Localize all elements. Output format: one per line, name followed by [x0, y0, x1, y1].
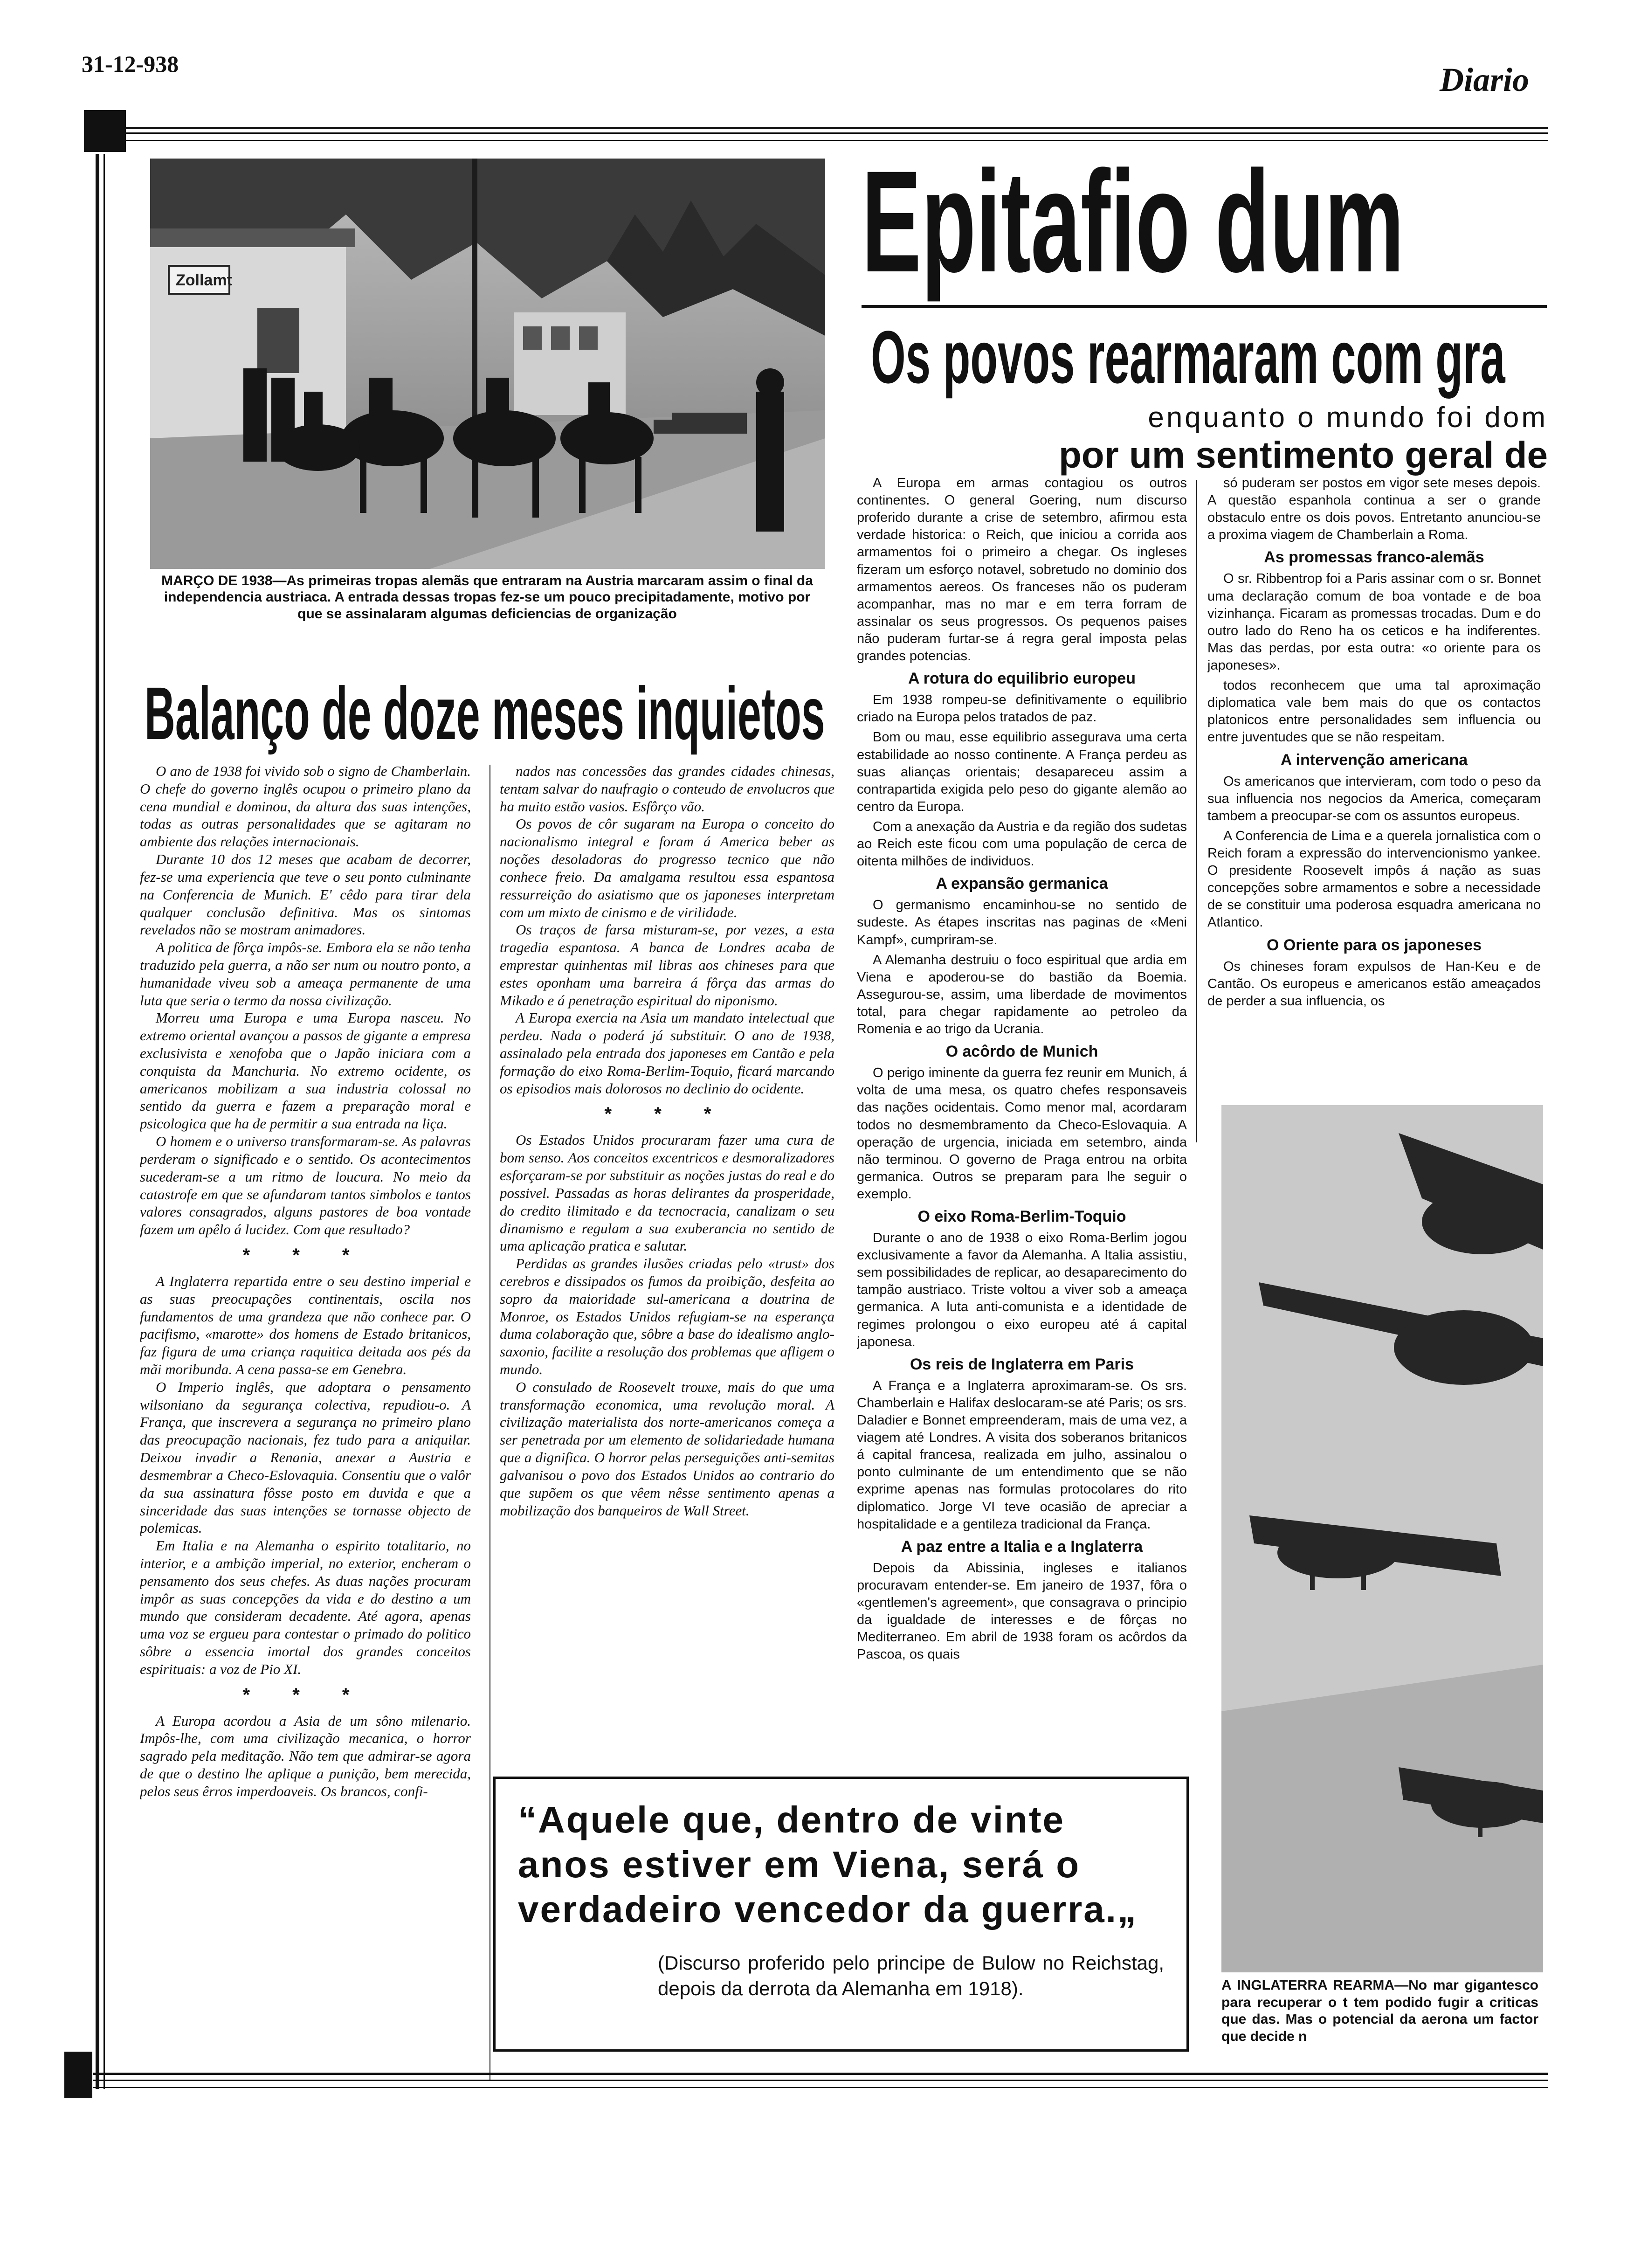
planes-photo-caption: A INGLATERRA REARMA—No mar gigantesco para recuperar o t tem podido fugir a criticas que das. Mas o potencial da aerona um factor que decide n [1221, 1978, 1538, 2044]
headline-rule [862, 305, 1547, 308]
top-rule-thin [84, 140, 1548, 141]
article-paragraph: O ano de 1938 foi vivido sob o signo de Chamberlain. O chefe do governo inglês ocupou o primeiro plano da cena mundial e dominou, da altura das suas intenções, todas as outras personalidades que se agitaram no ambiente das relações internacionais. [140, 763, 471, 850]
corner-block-top [84, 110, 126, 152]
article-paragraph: Bom ou mau, esse equilibrio assegurava uma certa estabilidade ao nosso continente. A França perdeu as suas alianças orientais; desapareceu assim a contrapartida exigida pelo peso do gigante alemão ao centro da Europa. [857, 730, 1187, 814]
article-paragraph: Os traços de farsa misturam-se, por vezes, a esta tragedia espantosa. A banca de Londres acaba de emprestar quinhentas mil libras aos chineses para que estes oponham uma barreira á fôrça das armas do Mikado e á penetração espiritual do niponismo. [500, 921, 834, 1009]
article-paragraph: Os povos de côr sugaram na Europa o conceito do nacionalismo integral e foram á America beber as noções desoladoras do progresso tecnico que não conhece freio. Da amalgama resultou essa espantosa ressurreição do asiatismo que os japoneses interpretam com um mixto de cinismo e de virilidade. [500, 816, 834, 920]
top-rule-double [84, 132, 1548, 134]
article-paragraph: A França e a Inglaterra aproximaram-se. Os srs. Chamberlain e Halifax deslocaram-se até Paris; os srs. Daladier e Bonnet empreenderam, mais de uma vez, a viagem até Londres. A visita dos soberanos britanicos á capital francesa, realizada em julho, assinalou o ponto culminante de um entendimento que se não exprime apenas nas formulas protocolares do rito diplomatico. Jorge VI teve ocasião de apreciar a hospitalidade e a gentileza tradicional da França. [857, 1378, 1187, 1532]
article-paragraph: todos reconhecem que uma tal aproximação diplomatica vale bem mais do que os contactos platonicos entre personalidades sem influencia ou entre juventudes que se não respeitam. [1207, 678, 1541, 745]
section-subheading: O acôrdo de Munich [945, 1043, 1098, 1061]
article-paragraph: A Conferencia de Lima e a querela jornalistica com o Reich foram a expressão do intervencionismo yankee. O presidente Roosevelt impôs á nação as suas concepções sobre armamentos e sobre a necessidade de se constituir uma poderosa esquadra americana no Atlantico. [1207, 828, 1541, 930]
quote-box [493, 1777, 1189, 2052]
article-paragraph: Os chineses foram expulsos de Han-Keu e de Cantão. Os europeus e americanos estão ameaçados de perder a sua influencia, os [1207, 959, 1541, 1009]
issue-date: 31-12-938 [82, 51, 179, 77]
left-article-title-box [145, 676, 834, 755]
section-separator: * * * [242, 1245, 368, 1265]
section-subheading: A intervenção americana [1280, 751, 1468, 769]
bottom-rule-thin2 [93, 2087, 1548, 2088]
planes-photo [1221, 1105, 1543, 1972]
bottom-rule [93, 2073, 1548, 2075]
section-subheading: A expansão germanica [936, 875, 1108, 893]
article-paragraph: Com a anexação da Austria e da região dos sudetas ao Reich este ficou com uma população de cerca de oitenta milhões de individuos. [857, 819, 1187, 869]
section-subheading: A paz entre a Italia e a Inglaterra [901, 1537, 1143, 1556]
quote-text: “Aquele que, dentro de vinte anos estiver em Viena, será o verdadeiro vencedor da guerra.„ [518, 1799, 1138, 1930]
zollamt-sign: Zollamt [176, 271, 232, 289]
article-paragraph: Durante 10 dos 12 meses que acabam de decorrer, fez-se uma experiencia que teve o seu ponto culminante na Conferencia de Munich. E' cêdo para tirar dela qualquer conclusão definitiva. Mas os sintomas revelados não se mostram animadores. [140, 851, 471, 938]
left-article-col2 [500, 762, 834, 1700]
top-rule [84, 127, 1548, 129]
article-paragraph: A Europa exercia na Asia um mandato intelectual que perdeu. Nada o poderá já substituir. O ano de 1938, assinalado pela entrada dos japoneses em Cantão e pela formação do eixo Roma-Berlim-Toquio, ficará marcando os episodios mais dolorosos no declinio do ocidente. [500, 1010, 834, 1097]
article-paragraph: O sr. Ribbentrop foi a Paris assinar com o sr. Bonnet uma declaração comum de boa vontade e de boa vizinhança. Ficaram as promessas trocadas. Dum e do outro lado do Reno ha os ceticos e ha indiferentes. Mas das perdas, por esta outra: «o oriente para os japoneses». [1207, 571, 1541, 673]
article-paragraph: A Alemanha destruiu o foco espiritual que ardia em Viena e apoderou-se do bastião da Boemia. Assegurou-se, assim, uma liberdade de movimentos total, para chegar rapidamente ao petroleo da Romenia e ao trigo da Ucrania. [857, 952, 1187, 1037]
article-paragraph: Em Italia e na Alemanha o espirito totalitario, no interior, e a ambição imperial, no exterior, encheram o pensamento dos seus chefes. As duas nações procuram impôr as suas concepções da vida e do destino a um mundo que consideram decadente. Até agora, apenas uma voz se ergueu para contestar o primado do politico sôbre a essencia imortal dos grandes conceitos espirituais: a voz de Pio XI. [140, 1537, 471, 1677]
troops-image [150, 159, 825, 569]
headline-deck1: Os povos rearmaram com gra [871, 320, 1505, 399]
quote-attribution: (Discurso proferido pelo principe de Bulow no Reichstag, depois da derrota da Alemanha em 1918). [658, 1952, 1164, 1999]
article-paragraph: A Inglaterra repartida entre o seu destino imperial e as suas preocupações continentais, oscila nos fundamentos de uma grandeza que não conhece par. O pacifismo, «marotte» dos homens de Estado britanicos, faz figura de uma criança raquitica deitada aos pés da mãi moribunda. A cena passa-se em Genebra. [140, 1272, 471, 1377]
headline-deck3: por um sentimento geral de [1058, 434, 1548, 476]
article-paragraph: nados nas concessões das grandes cidades chinesas, tentam salvar do naufragio o conteudo de envolucros que ha muito estão vasios. Esfôrço vão. [500, 763, 834, 815]
article-paragraph: A Europa em armas contagiou os outros continentes. O general Goering, num discurso proferido durante a crise de setembro, afirmou esta verdade historica: o Reich, que iniciou a corrida aos armamentos foi o primeiro a chegar. Os ingleses fizeram um esforço notavel, sobretudo no dominio dos armamentos aereos. Os franceses não os puderam acompanhar, mas no mar e em terra forram de assinalar os seus progressos. Os pequenos paises não puderam furtar-se á regra geral imposta pelas grandes potencias. [857, 476, 1187, 664]
article-paragraph: Os americanos que intervieram, com todo o peso da sua influencia nos negocios da America, começaram tambem a preocupar-se com os assuntos europeus. [1207, 774, 1541, 823]
article-paragraph: Em 1938 rompeu-se definitivamente o equilibrio criado na Europa pelos tratados de paz. [857, 692, 1187, 725]
article-paragraph: O consulado de Roosevelt trouxe, mais do que uma transformação economica, uma revolução moral. A civilização materialista dos norte-americanos começa a ser penetrada por um elemento de solidariedade humana que a dignifica. O horror pelas perseguições anti-semitas galvanisou o povo dos Estados Unidos ao contrario do que supõem os que vêem nêsse sentimento apenas a mobilização dos banqueiros de Wall Street. [500, 1378, 834, 1519]
corner-block-bottom [64, 2052, 92, 2098]
austria-troops-photo [150, 159, 825, 569]
right-col2-body [1207, 475, 1541, 1010]
top-photo-caption: MARÇO DE 1938—As primeiras tropas alemãs que entraram na Austria marcaram assim o final da independencia austriaca. A entrada dessas tropas fez-se um pouco precipitadamente, motivo por que se assinalaram algumas deficiencias de organização [161, 573, 813, 622]
right-col-divider [1196, 480, 1197, 1142]
right-article-col1 [857, 475, 1187, 1743]
left-col2-body [500, 762, 834, 1519]
left-margin-rule [96, 154, 99, 2089]
section-separator: * * * [242, 1684, 368, 1705]
article-paragraph: O germanismo encaminhou-se no sentido de sudeste. As étapes inscritas nas paginas de «Meni Kampf», cumpriram-se. [857, 898, 1187, 947]
article-paragraph: Durante o ano de 1938 o eixo Roma-Berlim jogou exclusivamente a favor da Alemanha. A Italia assistiu, sem possibilidades de replicar, ao desaparecimento do tampão austriaco. Triste voltou a viver sob a ameaça germanica. A luta anti-comunista e a identidade de regimes prolongou o eixo europeu até á capital japonesa. [857, 1231, 1187, 1349]
planes-image [1221, 1105, 1543, 1972]
article-paragraph: só puderam ser postos em vigor sete meses depois. A questão espanhola continua a ser o grande obstaculo entre os dois povos. Entretanto anunciou-se a proxima viagem de Chamberlain a Roma. [1207, 476, 1541, 543]
article-paragraph: O perigo iminente da guerra fez reunir em Munich, á volta de uma mesa, os quatro chefes responsaveis das nações ocidentais. Como menor mal, acordaram todos no desmembramento da Checo-Eslovaquia. A operação de urgencia, iniciada em setembro, ainda não terminou. O governo de Praga entrou na orbita germanica. Outros se preparam para lhe seguir o exemplo. [857, 1065, 1187, 1202]
section-subheading: A rotura do equilibrio europeu [908, 670, 1136, 688]
article-paragraph: Os Estados Unidos procuraram fazer uma cura de bom senso. Aos conceitos excentricos e desmoralizadores esforçaram-se por substituir as noções justas do real e do possivel. Passadas as horas delirantes da prosperidade, do credito ilimitado e da tecnocracia, canalizam o seu dinamismo e regulam a sua exuberancia no sentido de uma aplicação pratica e salutar. [500, 1132, 834, 1254]
headline-box [862, 149, 1547, 303]
deck1-box [871, 320, 1547, 399]
article-paragraph: A Europa acordou a Asia de um sôno milenario. Impôs-lhe, com uma civilização mecanica, o horror sagrado pela meditação. Não tem que admirar-se agora de que o destino lhe aplique a punição, bem merecida, pelos seus êrros imperdoaveis. Os brancos, confi- [140, 1712, 471, 1799]
headline-deck2: enquanto o mundo foi dom [1148, 401, 1548, 434]
section-subheading: O eixo Roma-Berlim-Toquio [917, 1208, 1126, 1226]
right-article-col2 [1207, 475, 1541, 1104]
section-separator: * * * [604, 1104, 730, 1125]
article-paragraph: A politica de fôrça impôs-se. Embora ela se não tenha traduzido pela guerra, a não ser num ou noutro ponto, a humanidade viveu sob a ameaça permanente de uma luta que seria o termo da nossa civilização. [140, 939, 471, 1009]
left-col1-body [140, 762, 471, 1800]
left-article-title: Balanço de doze meses inquietos [145, 676, 825, 755]
article-paragraph: O Imperio inglês, que adoptara o pensamento wilsoniano da segurança colectiva, repudiou-o. A França, que inscrevera a segurança no primeiro plano das preocupação nacionais, fez tudo para a aniquilar. Deixou invadir a Renania, anexar a Austria e desmembrar a Checo-Eslovaquia. Consentiu que o valôr da sua assinatura fôsse posto em duvida e que a sinceridade das suas intenções se tornasse objecto de polemicas. [140, 1378, 471, 1536]
article-paragraph: Perdidas as grandes ilusões criadas pelo «trust» dos cerebros e dissipados os fumos da proibição, desfeita ao sopro da maioridade sul-americana a doutrina de Monroe, os Estados Unidos refugiam-se na esperança duma colaboração que, sôbre a base do idealismo anglo-saxonio, facilite a resolução dos problemas que afligem o mundo. [500, 1255, 834, 1377]
left-margin-rule-thin [103, 154, 105, 2089]
left-article-col1 [140, 762, 471, 2073]
article-paragraph: Morreu uma Europa e uma Europa nasceu. No extremo oriental avançou a passos de gigante a empresa exclusivista e xenofoba que o Japão iniciara com a conquista da Manchuria. No extremo ocidente, os americanos mobilizam a sua industria colossal no sentido da guerra e fazem a preparação moral e psicologica que ha de permitir a sua entrada na liça. [140, 1010, 471, 1132]
headline-title: Epitafio dum [862, 149, 1404, 302]
section-subheading: O Oriente para os japoneses [1266, 936, 1482, 954]
masthead-logo: Diario [1439, 61, 1529, 98]
article-paragraph: Depois da Abissinia, ingleses e italianos procuravam entender-se. Em janeiro de 1937, fôra o «gentlemen's agreement», que consagrava o principio da igualdade de interesses e de fôrças no Mediterraneo. Em abril de 1938 foram os acôrdos da Pascoa, os quais [857, 1560, 1187, 1662]
section-subheading: As promessas franco-alemãs [1264, 548, 1484, 567]
section-subheading: Os reis de Inglaterra em Paris [910, 1355, 1134, 1373]
bottom-rule-thin [93, 2080, 1548, 2081]
article-paragraph: O homem e o universo transformaram-se. As palavras perderam o significado e o sentido. Os acontecimentos sucederam-se a um ritmo de loucura. No meio da catastrofe em que se afundaram tantos simbolos e tantos valores consagrados, alguns pastores de boa vontade fazem um apêlo á lucidez. Com que resultado? [140, 1133, 471, 1238]
right-col1-body [857, 475, 1187, 1663]
